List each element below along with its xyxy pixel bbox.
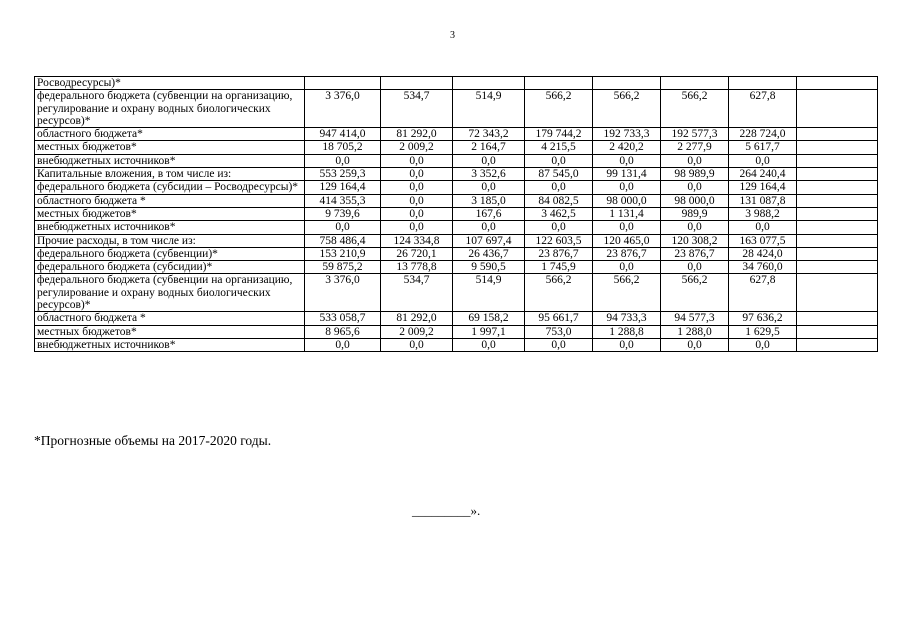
- row-label: местных бюджетов*: [35, 207, 305, 220]
- table-cell: 26 720,1: [381, 247, 453, 260]
- table-cell: 1 997,1: [453, 325, 525, 338]
- table-cell: 9 739,6: [305, 207, 381, 220]
- table-cell: [797, 261, 878, 274]
- table-cell: 81 292,0: [381, 128, 453, 141]
- table-cell: 129 164,4: [305, 181, 381, 194]
- table-cell: 566,2: [525, 274, 593, 312]
- table-cell: 0,0: [593, 338, 661, 351]
- table-cell: 566,2: [593, 274, 661, 312]
- table-cell: 414 355,3: [305, 194, 381, 207]
- table-cell: 0,0: [661, 338, 729, 351]
- table-cell: 8 965,6: [305, 325, 381, 338]
- table-cell: [525, 77, 593, 90]
- table-cell: [729, 77, 797, 90]
- table-cell: 1 131,4: [593, 207, 661, 220]
- table-cell: 163 077,5: [729, 234, 797, 247]
- table-cell: 3 376,0: [305, 90, 381, 128]
- table-cell: 153 210,9: [305, 247, 381, 260]
- footnote: *Прогнозные объемы на 2017-2020 годы.: [34, 433, 272, 448]
- table-cell: 264 240,4: [729, 168, 797, 181]
- table-row: [35, 234, 878, 247]
- table-cell: 566,2: [525, 90, 593, 128]
- table-cell: 0,0: [381, 194, 453, 207]
- table-cell: 0,0: [593, 221, 661, 234]
- table-cell: [381, 77, 453, 90]
- table-cell: [661, 77, 729, 90]
- table-cell: 0,0: [453, 181, 525, 194]
- table-cell: 98 989,9: [661, 168, 729, 181]
- table-cell: [797, 194, 878, 207]
- table-cell: 192 577,3: [661, 128, 729, 141]
- table-row: [35, 141, 878, 154]
- table-cell: 9 590,5: [453, 261, 525, 274]
- table-cell: [453, 77, 525, 90]
- table-cell: 23 876,7: [661, 247, 729, 260]
- row-label: федерального бюджета (субвенции на организацию, регулирование и охрану водных биологических ресурсов)*: [35, 274, 305, 312]
- table-cell: 0,0: [305, 338, 381, 351]
- table-cell: 0,0: [381, 168, 453, 181]
- table-cell: 0,0: [453, 154, 525, 167]
- table-cell: 28 424,0: [729, 247, 797, 260]
- table-cell: 0,0: [305, 221, 381, 234]
- table-cell: [797, 90, 878, 128]
- table-cell: 2 009,2: [381, 141, 453, 154]
- table-cell: [797, 154, 878, 167]
- row-label: местных бюджетов*: [35, 325, 305, 338]
- table-cell: 0,0: [453, 338, 525, 351]
- table-cell: [797, 221, 878, 234]
- row-label: Росводресурсы)*: [35, 77, 305, 90]
- table-cell: 0,0: [729, 338, 797, 351]
- table-cell: 514,9: [453, 90, 525, 128]
- table-cell: 3 352,6: [453, 168, 525, 181]
- row-label: федерального бюджета (субвенции)*: [35, 247, 305, 260]
- table-cell: 533 058,7: [305, 312, 381, 325]
- table-row: [35, 312, 878, 325]
- table-row: [35, 274, 878, 312]
- budget-table: [34, 76, 878, 352]
- table-cell: 120 465,0: [593, 234, 661, 247]
- row-label: внебюджетных источников*: [35, 221, 305, 234]
- table-cell: 98 000,0: [593, 194, 661, 207]
- table-cell: 758 486,4: [305, 234, 381, 247]
- table-cell: 107 697,4: [453, 234, 525, 247]
- table-cell: [797, 141, 878, 154]
- table-cell: [797, 181, 878, 194]
- table-row: [35, 77, 878, 90]
- table-cell: 0,0: [593, 154, 661, 167]
- table-cell: 553 259,3: [305, 168, 381, 181]
- table-cell: 0,0: [525, 221, 593, 234]
- table-cell: 228 724,0: [729, 128, 797, 141]
- table-cell: 753,0: [525, 325, 593, 338]
- table-cell: 59 875,2: [305, 261, 381, 274]
- table-cell: [797, 77, 878, 90]
- table-cell: [797, 325, 878, 338]
- table-cell: 5 617,7: [729, 141, 797, 154]
- row-label: внебюджетных источников*: [35, 338, 305, 351]
- table-cell: 84 082,5: [525, 194, 593, 207]
- table-cell: [797, 247, 878, 260]
- table-cell: 0,0: [729, 154, 797, 167]
- table-cell: 98 000,0: [661, 194, 729, 207]
- table-cell: 566,2: [661, 90, 729, 128]
- table-cell: 2 420,2: [593, 141, 661, 154]
- table-cell: 0,0: [593, 261, 661, 274]
- table-cell: [797, 207, 878, 220]
- table-cell: 627,8: [729, 90, 797, 128]
- table-cell: 1 288,0: [661, 325, 729, 338]
- table-cell: 81 292,0: [381, 312, 453, 325]
- row-label: областного бюджета *: [35, 312, 305, 325]
- table-cell: 167,6: [453, 207, 525, 220]
- table-cell: 129 164,4: [729, 181, 797, 194]
- table-row: [35, 90, 878, 128]
- table-cell: 534,7: [381, 90, 453, 128]
- table-cell: [797, 168, 878, 181]
- table-cell: 34 760,0: [729, 261, 797, 274]
- table-cell: 26 436,7: [453, 247, 525, 260]
- row-label: областного бюджета *: [35, 194, 305, 207]
- table-cell: 0,0: [453, 221, 525, 234]
- table-cell: 131 087,8: [729, 194, 797, 207]
- table-cell: 947 414,0: [305, 128, 381, 141]
- table-cell: 0,0: [525, 181, 593, 194]
- table-cell: 99 131,4: [593, 168, 661, 181]
- table-cell: 94 577,3: [661, 312, 729, 325]
- row-label: областного бюджета*: [35, 128, 305, 141]
- table-cell: 0,0: [525, 154, 593, 167]
- table-cell: 23 876,7: [525, 247, 593, 260]
- table-cell: [797, 128, 878, 141]
- table-cell: 2 009,2: [381, 325, 453, 338]
- table-row: [35, 128, 878, 141]
- table-cell: 95 661,7: [525, 312, 593, 325]
- table-cell: 566,2: [661, 274, 729, 312]
- table-cell: [593, 77, 661, 90]
- table-cell: 1 288,8: [593, 325, 661, 338]
- table-cell: 566,2: [593, 90, 661, 128]
- table-cell: 0,0: [381, 338, 453, 351]
- table-cell: 0,0: [593, 181, 661, 194]
- table-cell: 2 164,7: [453, 141, 525, 154]
- table-cell: 989,9: [661, 207, 729, 220]
- table-cell: [797, 338, 878, 351]
- table-cell: 87 545,0: [525, 168, 593, 181]
- table-row: [35, 221, 878, 234]
- budget-table-body: [35, 77, 878, 352]
- table-cell: 3 185,0: [453, 194, 525, 207]
- table-row: [35, 338, 878, 351]
- table-cell: 94 733,3: [593, 312, 661, 325]
- row-label: федерального бюджета (субсидии – Росводресурсы)*: [35, 181, 305, 194]
- table-row: [35, 325, 878, 338]
- table-cell: 0,0: [381, 181, 453, 194]
- page-number: 3: [450, 30, 455, 41]
- table-row: [35, 207, 878, 220]
- table-cell: 627,8: [729, 274, 797, 312]
- table-cell: [797, 312, 878, 325]
- table-cell: 3 988,2: [729, 207, 797, 220]
- row-label: Прочие расходы, в том числе из:: [35, 234, 305, 247]
- table-cell: 0,0: [381, 154, 453, 167]
- table-cell: 0,0: [525, 338, 593, 351]
- table-row: [35, 168, 878, 181]
- table-row: [35, 194, 878, 207]
- table-cell: 0,0: [661, 261, 729, 274]
- table-cell: 122 603,5: [525, 234, 593, 247]
- table-cell: 23 876,7: [593, 247, 661, 260]
- table-cell: 514,9: [453, 274, 525, 312]
- row-label: внебюджетных источников*: [35, 154, 305, 167]
- table-cell: 4 215,5: [525, 141, 593, 154]
- table-cell: 120 308,2: [661, 234, 729, 247]
- table-cell: 18 705,2: [305, 141, 381, 154]
- table-row: [35, 261, 878, 274]
- table-cell: 13 778,8: [381, 261, 453, 274]
- table-cell: [797, 274, 878, 312]
- table-cell: [305, 77, 381, 90]
- table-cell: 1 629,5: [729, 325, 797, 338]
- row-label: местных бюджетов*: [35, 141, 305, 154]
- table-cell: 0,0: [381, 207, 453, 220]
- table-cell: 69 158,2: [453, 312, 525, 325]
- table-cell: 192 733,3: [593, 128, 661, 141]
- table-cell: 534,7: [381, 274, 453, 312]
- table-cell: 3 376,0: [305, 274, 381, 312]
- table-cell: 0,0: [381, 221, 453, 234]
- table-cell: 1 745,9: [525, 261, 593, 274]
- table-row: [35, 181, 878, 194]
- table-cell: 0,0: [305, 154, 381, 167]
- table-cell: 179 744,2: [525, 128, 593, 141]
- table-row: [35, 154, 878, 167]
- table-cell: 124 334,8: [381, 234, 453, 247]
- table-cell: [797, 234, 878, 247]
- row-label: федерального бюджета (субсидии)*: [35, 261, 305, 274]
- table-cell: 72 343,2: [453, 128, 525, 141]
- table-row: [35, 247, 878, 260]
- table-cell: 0,0: [661, 154, 729, 167]
- row-label: федерального бюджета (субвенции на организацию, регулирование и охрану водных биологических ресурсов)*: [35, 90, 305, 128]
- closing-mark: _________».: [412, 503, 481, 518]
- table-cell: 0,0: [661, 221, 729, 234]
- table-cell: 0,0: [729, 221, 797, 234]
- table-cell: 3 462,5: [525, 207, 593, 220]
- table-cell: 0,0: [661, 181, 729, 194]
- table-cell: 2 277,9: [661, 141, 729, 154]
- table-cell: 97 636,2: [729, 312, 797, 325]
- row-label: Капитальные вложения, в том числе из:: [35, 168, 305, 181]
